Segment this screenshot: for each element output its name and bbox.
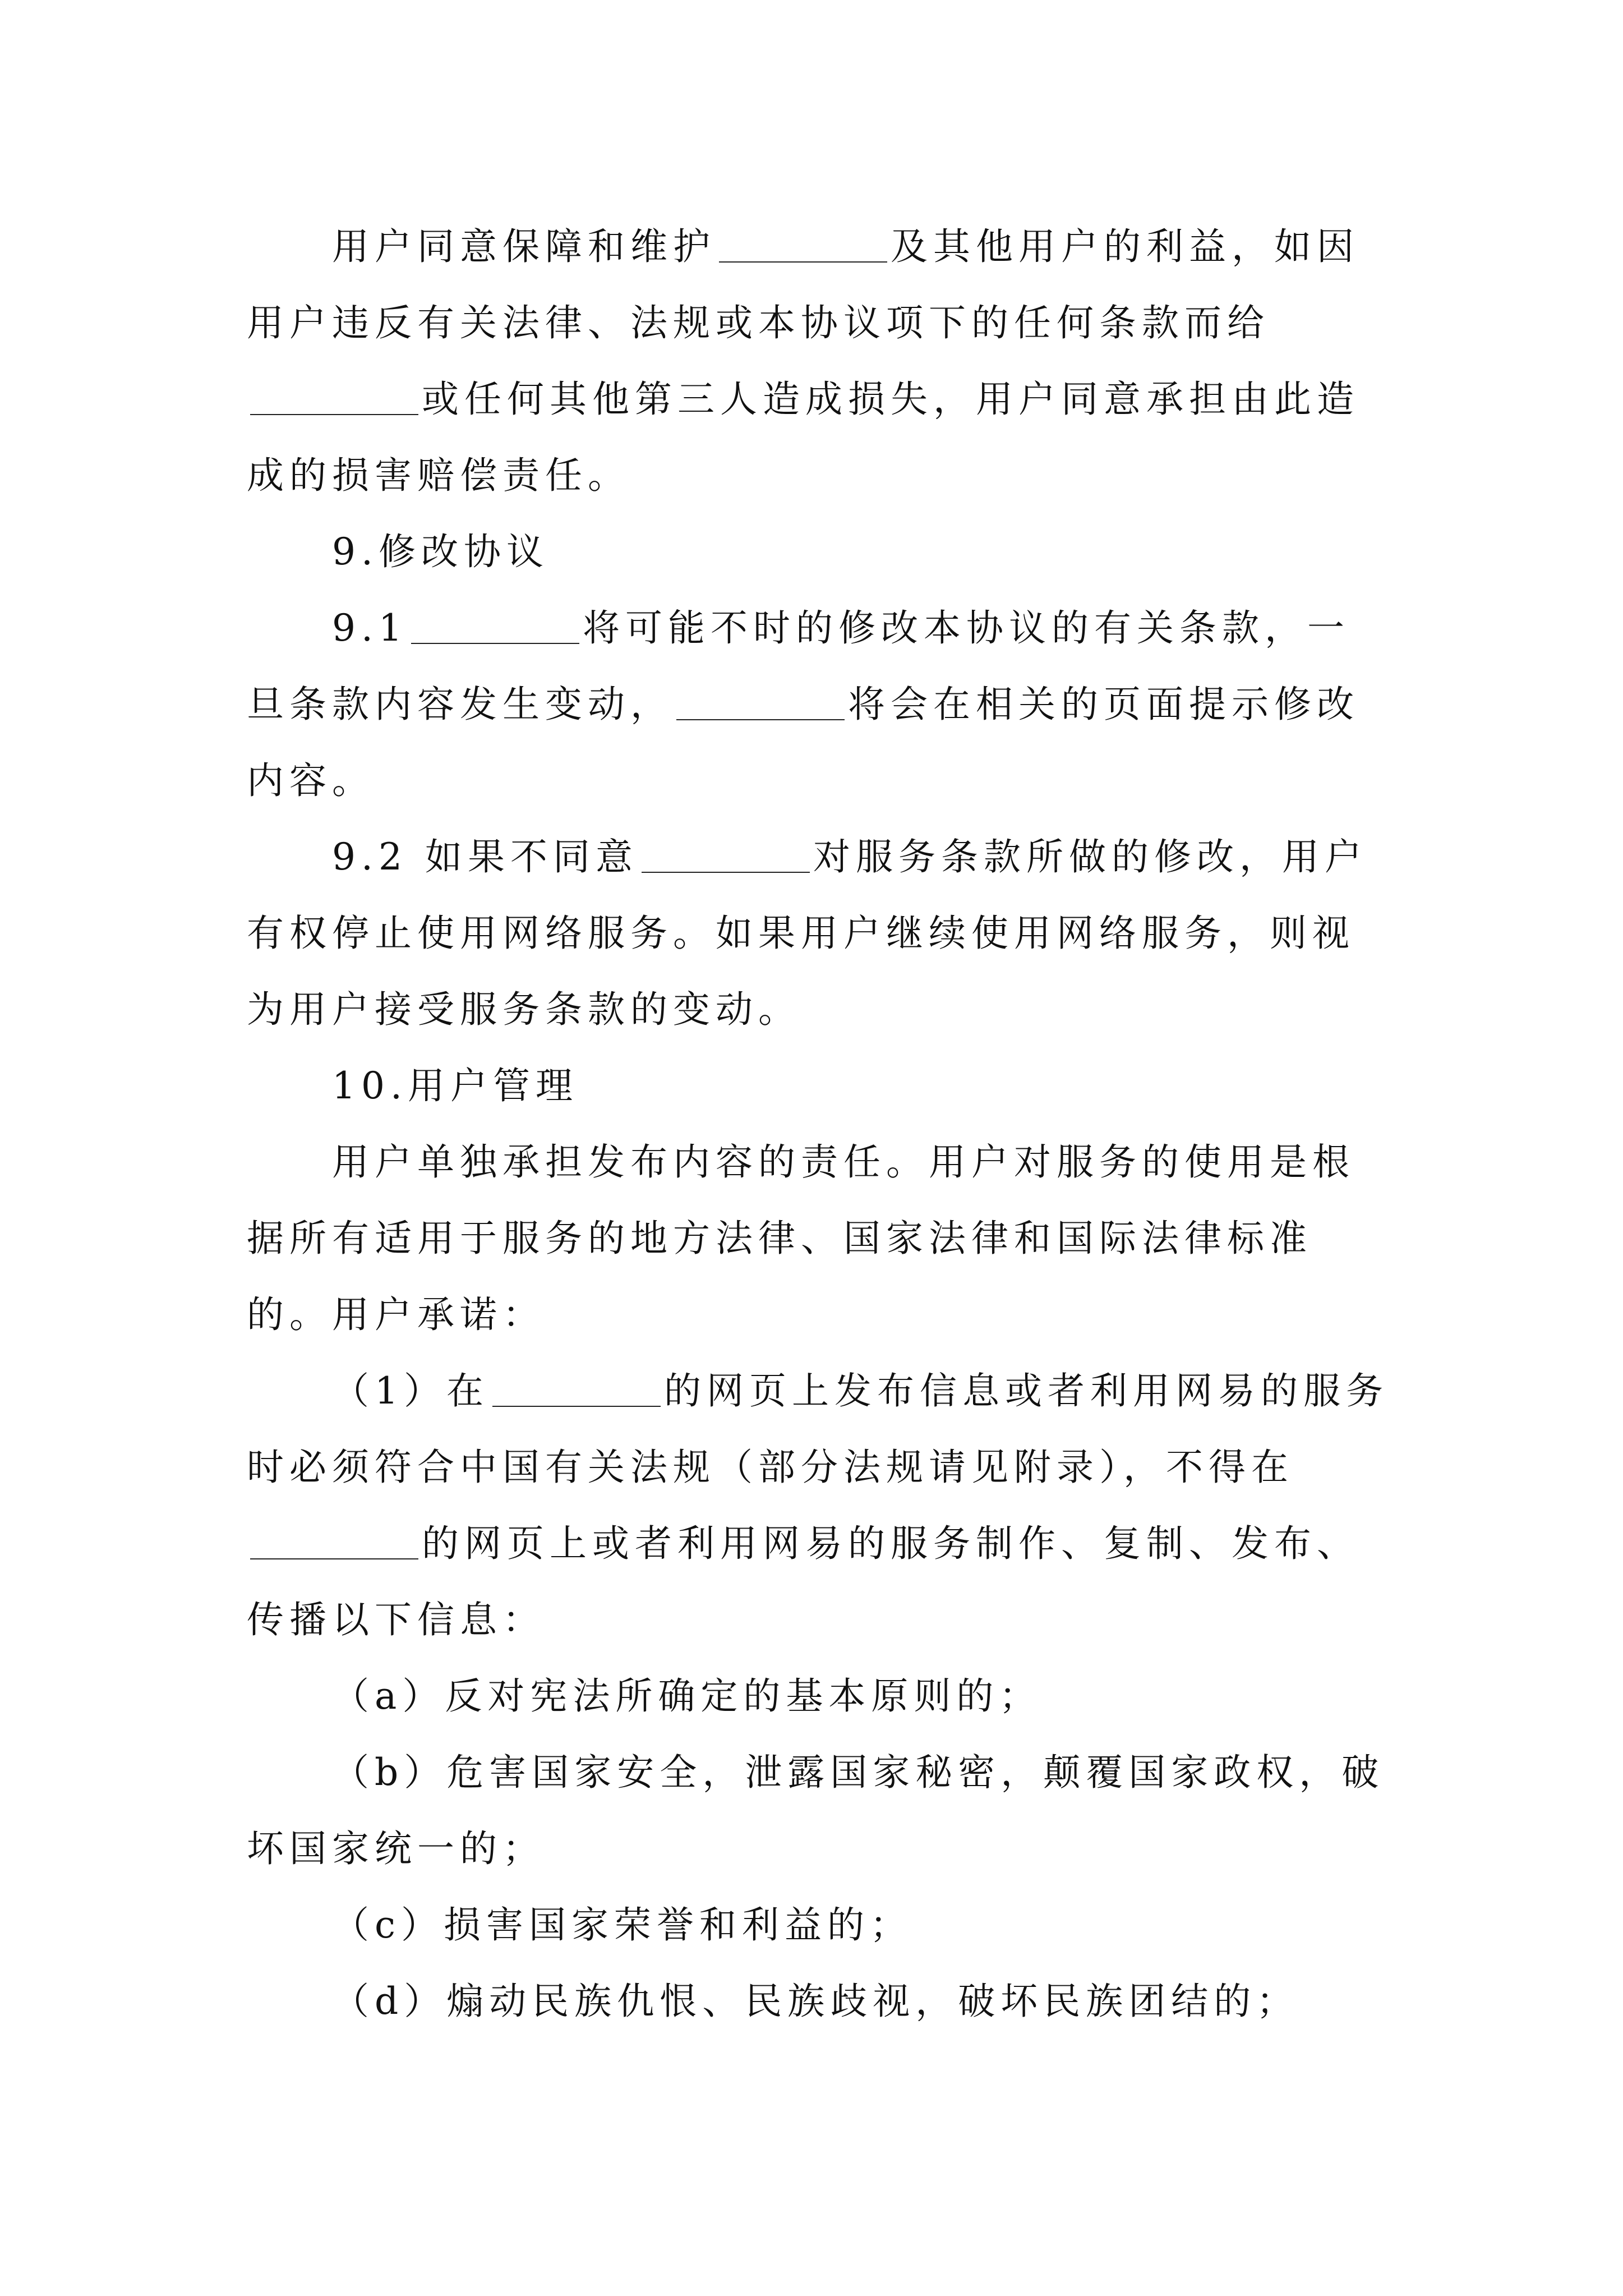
- paragraph-9-1: 9.1 将可能不时的修改本协议的有关条款，一旦条款内容发生变动， 将会在相关的页面提示修改内容。: [247, 606, 1359, 802]
- paragraph-9-2: 9.2 如果不同意 对服务条款所做的修改，用户有权停止使用网络服务。如果用户继续使用网络服务，则视为用户接受服务条款的变动。: [247, 835, 1367, 1031]
- blank-field: [492, 1372, 661, 1407]
- list-item-c: （c）损害国家荣誉和利益的；: [332, 1903, 912, 1947]
- list-item-d: （d）煽动民族仇恨、民族歧视，破坏民族团结的；: [332, 1980, 1299, 2023]
- paragraph-10: 用户单独承担发布内容的责任。用户对服务的使用是根据所有适用于服务的地方法律、国家法律和国际法律标准的。用户承诺：: [247, 1140, 1355, 1336]
- list-item-b: （b）危害国家安全，泄露国家秘密，颠覆国家政权，破坏国家统一的；: [247, 1751, 1385, 1870]
- blank-field: [719, 228, 887, 263]
- blank-field: [411, 609, 579, 644]
- blank-field: [250, 1525, 418, 1559]
- blank-field: [642, 838, 810, 873]
- blank-field: [676, 685, 845, 720]
- document-body: [247, 209, 1391, 2040]
- section-heading-9: 9.修改协议: [332, 530, 549, 573]
- list-item-a: （a）反对宪法所确定的基本原则的；: [332, 1674, 1042, 1718]
- blank-field: [250, 380, 418, 415]
- section-heading-10: 10.用户管理: [332, 1064, 578, 1107]
- paragraph-user-indemnity: 用户同意保障和维护 及其他用户的利益，如因用户违反有关法律、法规或本协议项下的任何条款而给或任何其他第三人造成损失，用户同意承担由此造成的损害赔偿责任。: [247, 225, 1359, 497]
- list-item-1: （1）在 的网页上发布信息或者利用网易的服务时必须符合中国有关法规（部分法规请见附录），不得在的网页上或者利用网易的服务制作、复制、发布、传播以下信息：: [247, 1369, 1389, 1641]
